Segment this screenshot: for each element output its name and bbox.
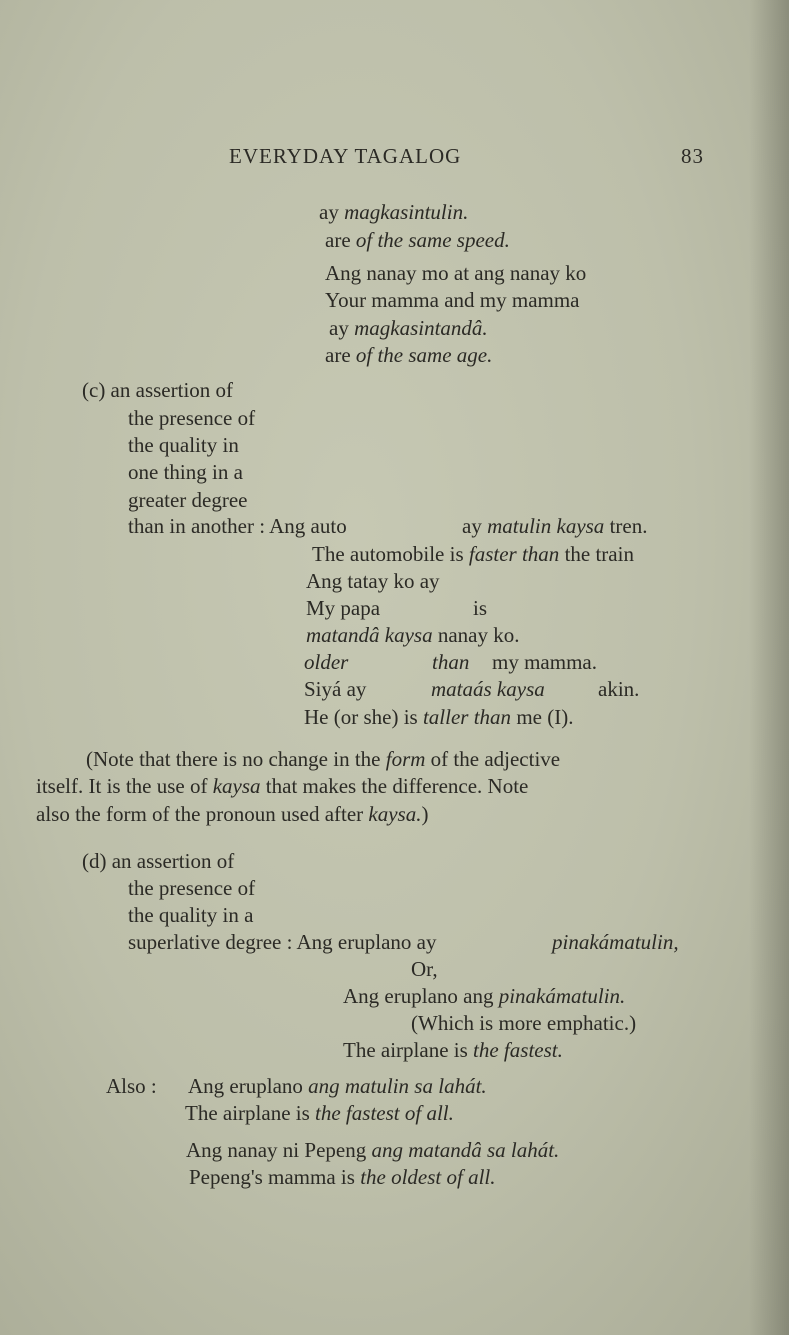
example-line: pinakámatulin, — [552, 930, 679, 954]
page-spine-shadow — [749, 0, 789, 1335]
example-line: Or, — [411, 957, 438, 981]
example-line: He (or she) is taller than me (I). — [304, 705, 574, 729]
note-line: (Note that there is no change in the form of the adjective — [86, 747, 561, 771]
example-line: is — [473, 596, 488, 620]
section-c-line: greater degree — [128, 488, 248, 512]
section-d-line: the quality in a — [128, 903, 254, 927]
section-c-line: one thing in a — [128, 460, 243, 484]
example-line: than — [432, 650, 470, 674]
example-line: The airplane is the fastest. — [343, 1038, 563, 1062]
section-c-line: (c) an assertion of — [82, 378, 234, 402]
example-line: Ang eruplano ang pinakámatulin. — [343, 984, 626, 1008]
section-c-line: the presence of — [128, 406, 256, 430]
section-c-line: the quality in — [128, 433, 239, 457]
example-line: akin. — [598, 677, 640, 701]
example-line: are of the same speed. — [325, 228, 510, 252]
example-line: Siyá ay — [304, 677, 367, 701]
section-c-line: than in another : Ang auto — [128, 514, 347, 538]
example-line: My papa — [306, 596, 381, 620]
example-line: (Which is more emphatic.) — [411, 1011, 637, 1035]
running-title: EVERYDAY TAGALOG — [229, 144, 462, 168]
section-d-line: superlative degree : Ang eruplano ay — [128, 930, 437, 954]
note-line: itself. It is the use of kaysa that makes the difference. Note — [36, 774, 529, 798]
example-line: older — [304, 650, 349, 674]
example-line: my mamma. — [492, 650, 597, 674]
note-line: also the form of the pronoun used after kaysa.) — [36, 802, 429, 826]
example-line: ay magkasintandâ. — [329, 316, 488, 340]
example-line: matandâ kaysa nanay ko. — [306, 623, 520, 647]
example-line: ay matulin kaysa tren. — [462, 514, 648, 538]
example-line: The automobile is faster than the train — [312, 542, 634, 566]
section-d-line: the presence of — [128, 876, 256, 900]
also-label: Also : — [106, 1074, 157, 1098]
section-d-line: (d) an assertion of — [82, 849, 235, 873]
page-number: 83 — [681, 144, 704, 168]
example-line: Ang tatay ko ay — [306, 569, 440, 593]
example-line: are of the same age. — [325, 343, 493, 367]
example-line: mataás kaysa — [431, 677, 545, 701]
example-line: Your mamma and my mamma — [325, 288, 580, 312]
example-line: Ang eruplano ang matulin sa lahát. — [188, 1074, 487, 1098]
example-line: The airplane is the fastest of all. — [185, 1101, 454, 1125]
example-line: Ang nanay mo at ang nanay ko — [325, 261, 587, 285]
example-line: ay magkasintulin. — [319, 200, 469, 224]
example-line: Ang nanay ni Pepeng ang matandâ sa lahát. — [186, 1138, 560, 1162]
example-line: Pepeng's mamma is the oldest of all. — [189, 1165, 496, 1189]
